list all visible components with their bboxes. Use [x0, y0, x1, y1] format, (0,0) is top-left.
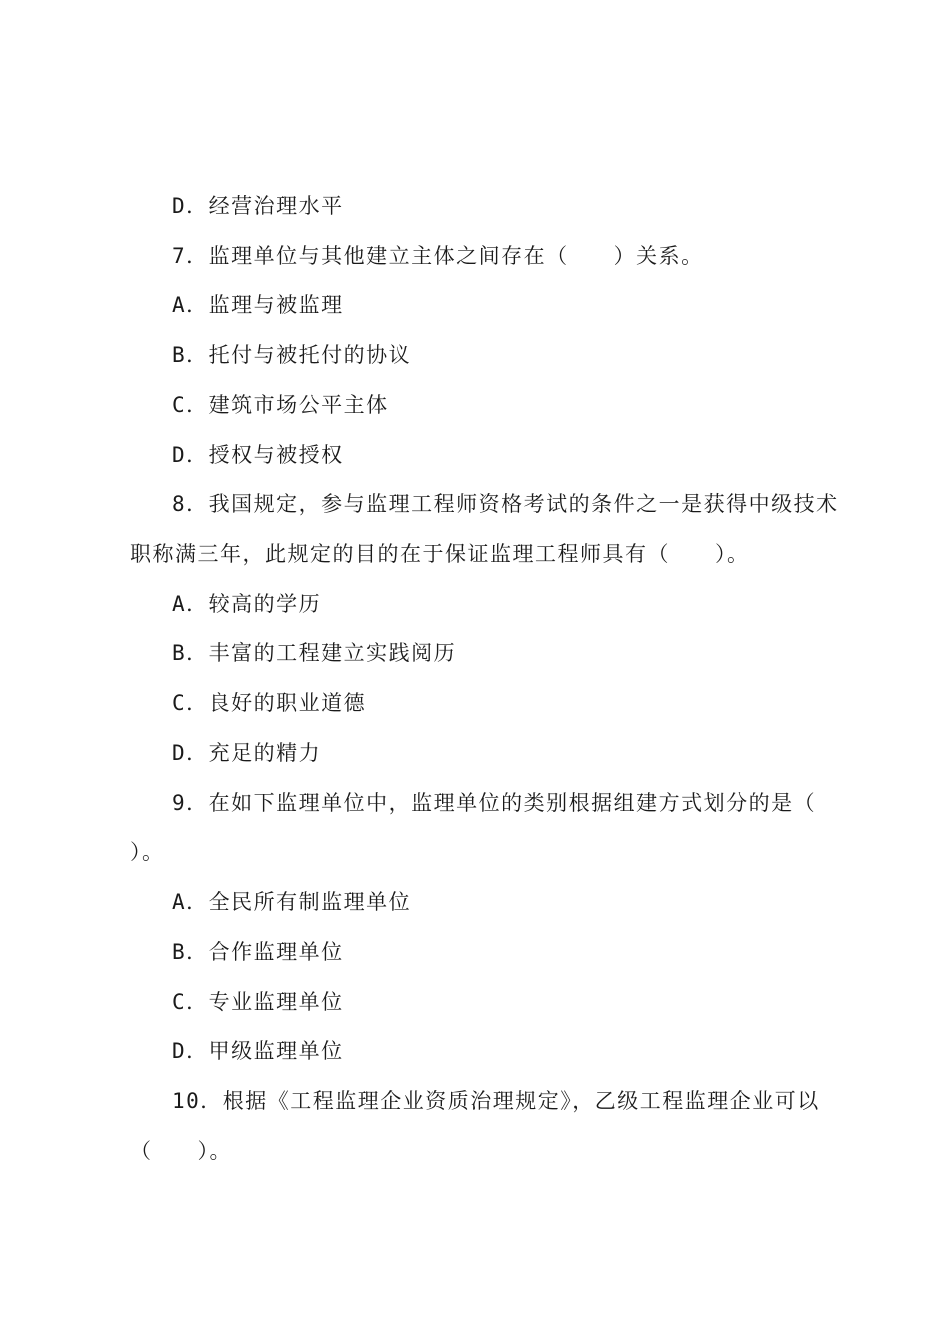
- q8-stem-line1: 8．我国规定，参与监理工程师资格考试的条件之一是获得中级技术: [172, 492, 839, 516]
- q7-option-d: D．授权与被授权: [172, 443, 344, 467]
- q8-stem-line2: 职称满三年，此规定的目的在于保证监理工程师具有（ ）。: [130, 542, 750, 566]
- q9-stem-line2: ）。: [130, 840, 165, 864]
- q7-option-b: B．托付与被托付的协议: [172, 343, 412, 367]
- q7-option-a: A．监理与被监理: [172, 293, 344, 317]
- q7-option-c: C．建筑市场公平主体: [172, 393, 389, 417]
- q7-stem: 7．监理单位与其他建立主体之间存在（ ）关系。: [172, 244, 704, 268]
- q9-stem-line1: 9．在如下监理单位中，监理单位的类别根据组建方式划分的是（: [172, 791, 817, 815]
- q10-stem-line2: （ ）。: [130, 1139, 232, 1163]
- q9-option-c: C．专业监理单位: [172, 990, 344, 1014]
- q8-option-d: D．充足的精力: [172, 741, 322, 765]
- q6-option-d: D．经营治理水平: [172, 194, 344, 218]
- q10-stem-line1: 10．根据《工程监理企业资质治理规定》，乙级工程监理企业可以: [172, 1089, 820, 1113]
- q8-option-c: C．良好的职业道德: [172, 691, 367, 715]
- q9-option-b: B．合作监理单位: [172, 940, 344, 964]
- q8-option-b: B．丰富的工程建立实践阅历: [172, 641, 457, 665]
- q9-option-a: A．全民所有制监理单位: [172, 890, 412, 914]
- q8-option-a: A．较高的学历: [172, 592, 322, 616]
- q9-option-d: D．甲级监理单位: [172, 1039, 344, 1063]
